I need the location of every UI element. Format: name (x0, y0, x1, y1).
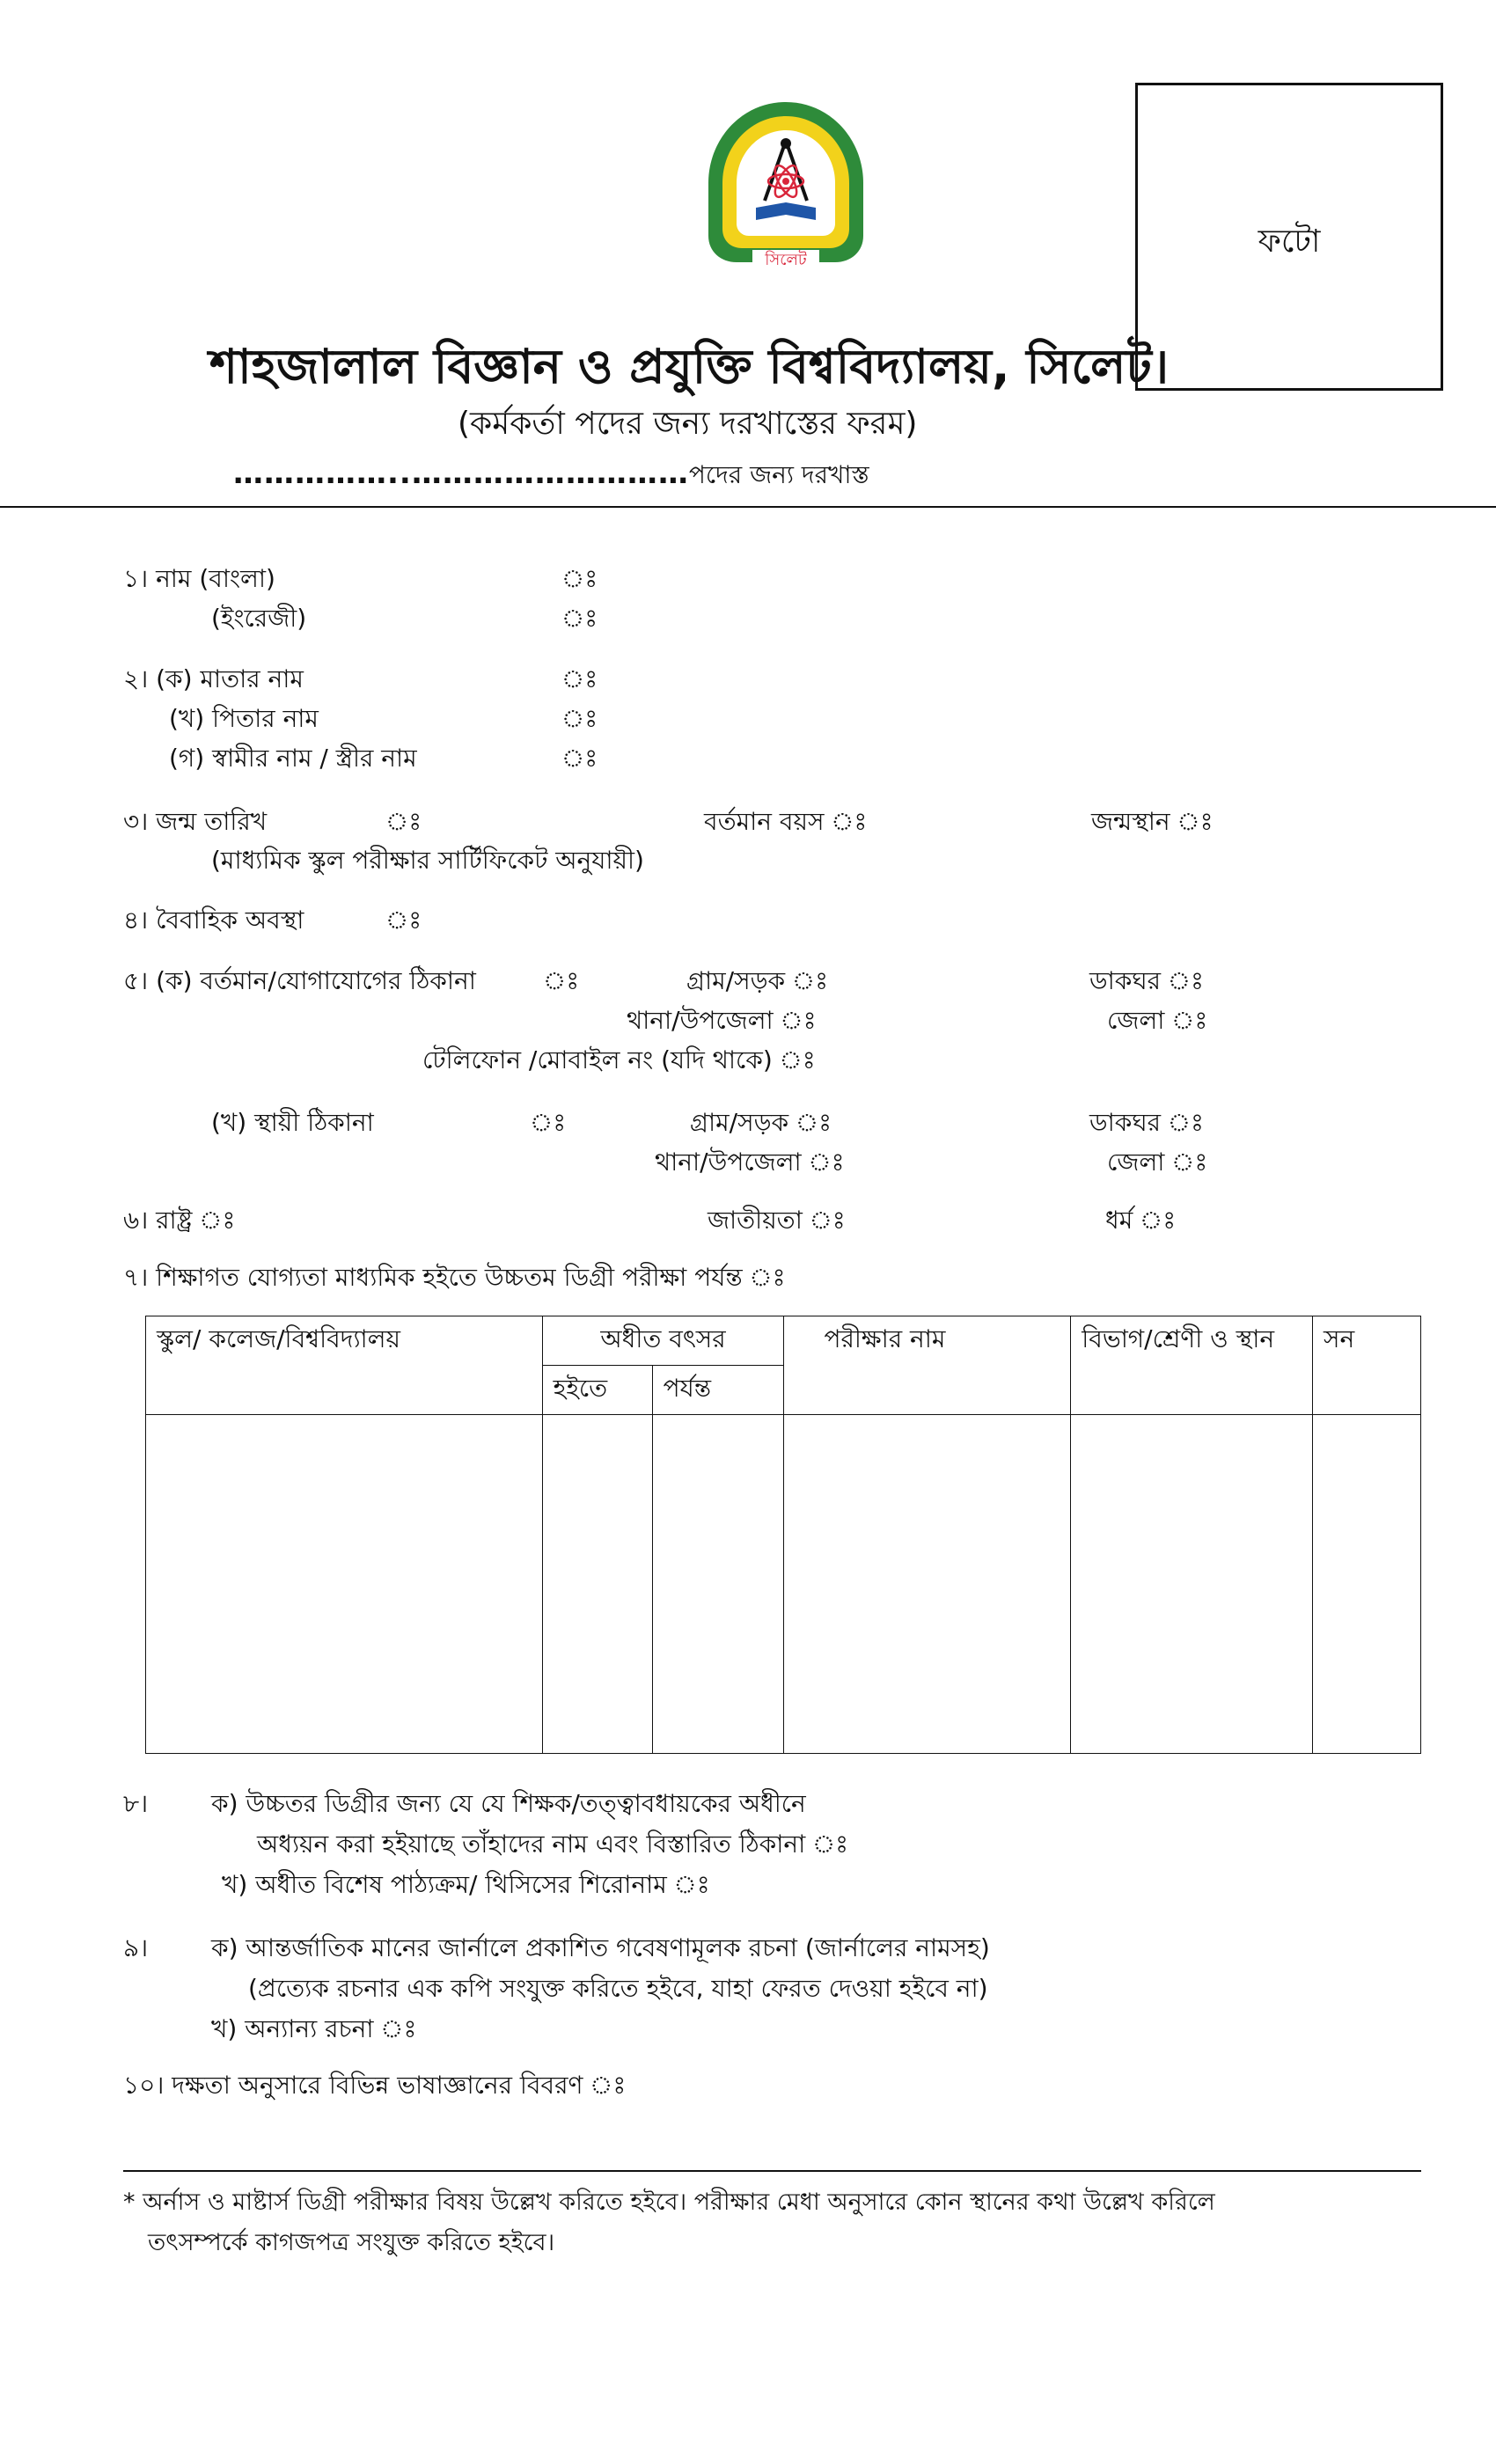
field-spouse-name: (গ) স্বামীর নাম / স্ত্রীর নাম (169, 744, 417, 773)
post-name-line (233, 456, 869, 497)
field-phone: টেলিফোন /মোবাইল নং (যদি থাকে) ঃ (422, 1045, 816, 1074)
table-cell[interactable] (1071, 1415, 1313, 1754)
table-header-row (146, 1316, 1421, 1366)
col-division: বিভাগ/শ্রেণী ও স্থান (1071, 1316, 1313, 1415)
field-mother-name: ২। (ক) মাতার নাম (123, 664, 304, 693)
post-dots: ……………..……………………… (233, 456, 689, 491)
field-village: গ্রাম/সড়ক ঃ (690, 1108, 832, 1137)
field-birthplace: জন্মস্থান ঃ (1091, 807, 1214, 836)
field-state: ৬। রাষ্ট্র ঃ (123, 1206, 236, 1235)
field-date-of-birth: ৩। জন্ম তারিখ (123, 807, 268, 836)
field-thana: থানা/উপজেলা ঃ (655, 1148, 845, 1177)
section-9b: খ) অন্যান্য রচনা ঃ (211, 2014, 417, 2043)
svg-text:সিলেট: সিলেট (765, 251, 807, 269)
dob-note: (মাধ্যমিক স্কুল পরীক্ষার সার্টিফিকেট অনুযায়ী) (211, 846, 644, 875)
table-cell[interactable] (784, 1415, 1071, 1754)
field-thana: থানা/উপজেলা ঃ (627, 1006, 817, 1035)
col-to: পর্যন্ত (652, 1366, 784, 1415)
field-name-bangla: ১। নাম (বাংলা) (123, 564, 275, 593)
university-logo (698, 95, 874, 271)
colon: ঃ (385, 906, 422, 935)
field-permanent-address: (খ) স্থায়ী ঠিকানা (211, 1108, 374, 1137)
header-divider (0, 506, 1496, 508)
table-row (146, 1415, 1421, 1754)
field-current-age: বর্তমান বয়স ঃ (704, 807, 868, 836)
field-name-english: (ইংরেজী) (211, 604, 307, 633)
section-9-number: ৯। (123, 1933, 149, 1962)
col-years: অধীত বৎসর (542, 1316, 784, 1366)
colon: ঃ (561, 604, 598, 633)
post-label: পদের জন্য দরখাস্ত (688, 460, 869, 489)
section-8a-cont: অধ্যয়ন করা হইয়াছে তাঁহাদের নাম এবং বিস্তারিত ঠিকানা ঃ (257, 1830, 849, 1859)
table-cell[interactable] (652, 1415, 784, 1754)
field-nationality: জাতীয়তা ঃ (708, 1206, 846, 1235)
section-10: ১০। দক্ষতা অনুসারে বিভিন্ন ভাষাজ্ঞানের বিবরণ ঃ (123, 2071, 627, 2100)
field-father-name: (খ) পিতার নাম (169, 704, 319, 733)
photo-label: ফটো (1258, 224, 1321, 260)
field-marital-status: ৪। বৈবাহিক অবস্থা (123, 906, 304, 935)
footnote-line-1: * অর্নাস ও মাষ্টার্স ডিগ্রী পরীক্ষার বিষয় উল্লেখ করিতে হইবে। পরীক্ষার মেধা অনুসারে কোন স্থানের কথা উল্লেখ করিলে (123, 2189, 1215, 2216)
field-post-office: ডাকঘর ঃ (1089, 966, 1204, 995)
footnote-line-2: তৎসম্পর্কে কাগজপত্র সংযুক্ত করিতে হইবে। (148, 2229, 555, 2256)
colon: ঃ (561, 744, 598, 773)
field-village: গ্রাম/সড়ক ঃ (686, 966, 829, 995)
field-district: জেলা ঃ (1107, 1006, 1208, 1035)
section-8a: ক) উচ্চতর ডিগ্রীর জন্য যে যে শিক্ষক/তত্ত্বাবধায়কের অধীনে (211, 1789, 806, 1818)
section-8b: খ) অধীত বিশেষ পাঠ্যক্রম/ থিসিসের শিরোনাম ঃ (222, 1870, 710, 1899)
section-9a: ক) আন্তর্জাতিক মানের জার্নালে প্রকাশিত গবেষণামূলক রচনা (জার্নালের নামসহ) (211, 1933, 990, 1962)
table-cell[interactable] (146, 1415, 543, 1754)
colon: ঃ (561, 704, 598, 733)
table-cell[interactable] (1313, 1415, 1421, 1754)
photo-box (1135, 83, 1443, 391)
section-8-number: ৮। (123, 1789, 149, 1818)
field-post-office: ডাকঘর ঃ (1089, 1108, 1204, 1137)
colon: ঃ (530, 1108, 567, 1137)
field-present-address: ৫। (ক) বর্তমান/যোগাযোগের ঠিকানা (123, 966, 476, 995)
colon: ঃ (543, 966, 580, 995)
university-title: শাহজালাল বিজ্ঞান ও প্রযুক্তি বিশ্ববিদ্যালয়, সিলেট। (209, 339, 1170, 394)
col-institution: স্কুল/ কলেজ/বিশ্ববিদ্যালয় (146, 1316, 543, 1415)
education-table (145, 1316, 1421, 1754)
footnote-divider (123, 2170, 1421, 2172)
colon: ঃ (385, 807, 422, 836)
col-exam-name: পরীক্ষার নাম (784, 1316, 1071, 1415)
form-subtitle: (কর্মকর্তা পদের জন্য দরখাস্তের ফরম) (458, 406, 918, 442)
colon: ঃ (561, 664, 598, 693)
section-9a-note: (প্রত্যেক রচনার এক কপি সংযুক্ত করিতে হইবে, যাহা ফেরত দেওয়া হইবে না) (248, 1974, 988, 2003)
colon: ঃ (561, 564, 598, 593)
field-education: ৭। শিক্ষাগত যোগ্যতা মাধ্যমিক হইতে উচ্চতম ডিগ্রী পরীক্ষা পর্যন্ত ঃ (123, 1263, 786, 1292)
field-religion: ধর্ম ঃ (1105, 1206, 1177, 1235)
table-cell[interactable] (542, 1415, 652, 1754)
field-district: জেলা ঃ (1107, 1148, 1208, 1177)
col-from: হইতে (542, 1366, 652, 1415)
col-year: সন (1313, 1316, 1421, 1415)
